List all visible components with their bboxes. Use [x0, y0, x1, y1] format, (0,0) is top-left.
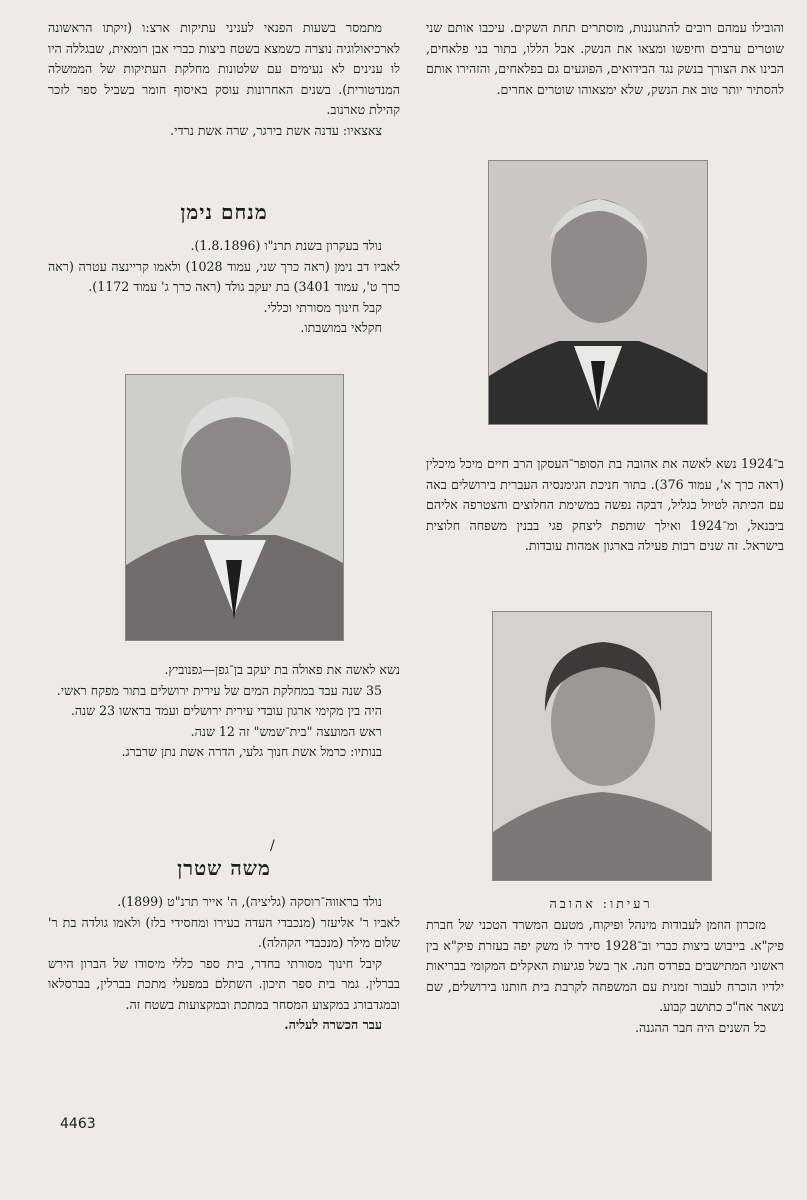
stray-mark: /	[270, 838, 275, 854]
portrait-icon	[493, 612, 711, 880]
right-column-middle	[426, 454, 784, 557]
section-moshe-bio	[48, 892, 400, 1036]
section-menachem-header	[48, 200, 400, 225]
bio-aliyah: עבר הכשרה לעליה.	[284, 1017, 382, 1032]
bio-married: נשא לאשה את פאולה בת יעקב בן־גפן—גפנוביץ.	[164, 662, 400, 677]
menachem-portrait-photo	[125, 374, 344, 641]
section-title-menachem-niman: מנחם נימן	[180, 200, 268, 224]
section-title-moshe-stern: משה שטרן	[177, 856, 271, 880]
portrait-icon	[126, 375, 343, 640]
paragraph-antiquities: מתמסר בשעות הפנאי לעניני עתיקות ארצ:ו (זיקתו הראשונה לארכיאולוגיה נוצרה כשמצא בשטח ביצות כברי אבן רומאית, שבגללה היו לו ענינים לא נעימים עם שלטונות מחלקת העתיקות של הממשלה המנדטורית). בשנים האחרונות עוסק באיסוף חומר בשביל ספר לזכר קהילת טארנוב.	[48, 20, 400, 117]
section-menachem-bio	[48, 236, 400, 339]
wife-portrait-photo	[492, 611, 712, 881]
bio-education: קיבל חינוך מסורתי בחדר, בית ספר כללי מיסודו של הברון הירש בברלין. גמר בית ספר תיכון. השתלם במפעלי מתכת בברלין, בברסלאו ובמגדבורג במקצוע המסחר במתכת ובמקצועות בשטח זה.	[48, 955, 400, 1012]
paragraph-work: מזכרון הוזמן לעבודות מינהל ופיקוח, מטעם המשרד הטכני של חברת פיק"א. בייבוש ביצות כברי וב־1928 סידר לו משק יפה בעזרת פיק"א בין ראשוני המתישבים בפרדס חנה. אך בשל פגיעות האקלים המקומי בבריאות ילדיו הוכרח לעבור זמנית עם המשפחה לקרבת בית חותנו בירושלים, שם נשאר אח"כ כתושב קבוע.	[426, 917, 784, 1014]
portrait-icon	[489, 161, 707, 424]
section-moshe-header	[48, 856, 400, 881]
bio-born: נולד בראווה־רוסקה (גליציה), ה' אייר תרנ"ט (1899).	[117, 894, 382, 909]
right-column-top	[426, 18, 784, 100]
right-column-bottom	[426, 915, 784, 1038]
bio-born: נולד בעקרון בשנת תרנ"ו (1.8.1896).	[190, 238, 382, 253]
bio-parents: לאביו דב נימן (ראה כרך שני, עמוד 1028) ולאמו קריינצה עטרה (ראה כרך ט', עמוד 3401) בת יעקב גולד (ראה כרך ג' עמוד 1172).	[48, 258, 400, 294]
wife-photo-caption: רעיתו: אהובה	[549, 896, 653, 911]
bio-parents: לאביו ר' אליעזר (מנכבדי העדה בעירו ומחסידי בלז) ולאמו גולדה בת ר' שלום מילר (מנכבדי הקהלה).	[48, 914, 400, 950]
bio-union: היה בין מקימי ארגון עובדי עירית ירושלים ועמד בראשו 23 שנה.	[70, 703, 382, 718]
paragraph-marriage: ב־1924 נשא לאשה את אהובה בת הסופר־העסקן הרב חיים מיכל מיכלין (ראה כרך א', עמוד 376). בתור חניכת הגימנסיה העברית בירושלים באה עם הכיתה לטיול בגליל, דבקה נפשה במשימת החלוצים והצטרפה אליהם ביבנאל, ומ־1924 ואילך שותפת ליצחק פגי בבנין משפחה חלוצית בישראל. זה שנים רבות פעילה בארגון אמהות עובדות.	[426, 456, 785, 553]
bio-occupation: חקלאי במושבתו.	[300, 320, 382, 335]
bio-daughters: בנותיו: כרמל אשת חנוך גלעי, הדרה אשת נתן שרברג.	[121, 744, 382, 759]
paragraph-descendants: צאצאיו: עדנה אשת בירגר, שרה אשת נרדי.	[170, 122, 382, 138]
page-number: 4463	[60, 1116, 96, 1132]
bio-council: ראש המועצה "בית־שמש" זה 12 שנה.	[190, 723, 382, 739]
bio-education: קבל חינוך מסורתי וכללי.	[263, 299, 382, 315]
paragraph-haganah: כל השנים היה חבר ההגנה.	[635, 1019, 766, 1035]
husband-portrait-photo	[488, 160, 708, 425]
paragraph-weapons: והובילו עמהם רובים להתגוננות, מוסתרים תחת השקים. עיכבו אותם שני שוטרים ערבים וחיפשו ומצאו את הנשק. אבל הללו, בתור בני פלאחים, הבינו את הצורך בנשק נגד הבידואים, הפוגעים גם בפלאחים, והזהירו אותם להסתיר יותר טוב את הנשק, שלא ימצאוהו שוטרים אחרים.	[426, 20, 784, 97]
section-menachem-bio-cont	[48, 660, 400, 763]
left-column-top	[48, 18, 400, 141]
bio-water-department: 35 שנה עבד במחלקת המים של עירית ירושלים בתור מפקח ראשי.	[56, 682, 382, 698]
